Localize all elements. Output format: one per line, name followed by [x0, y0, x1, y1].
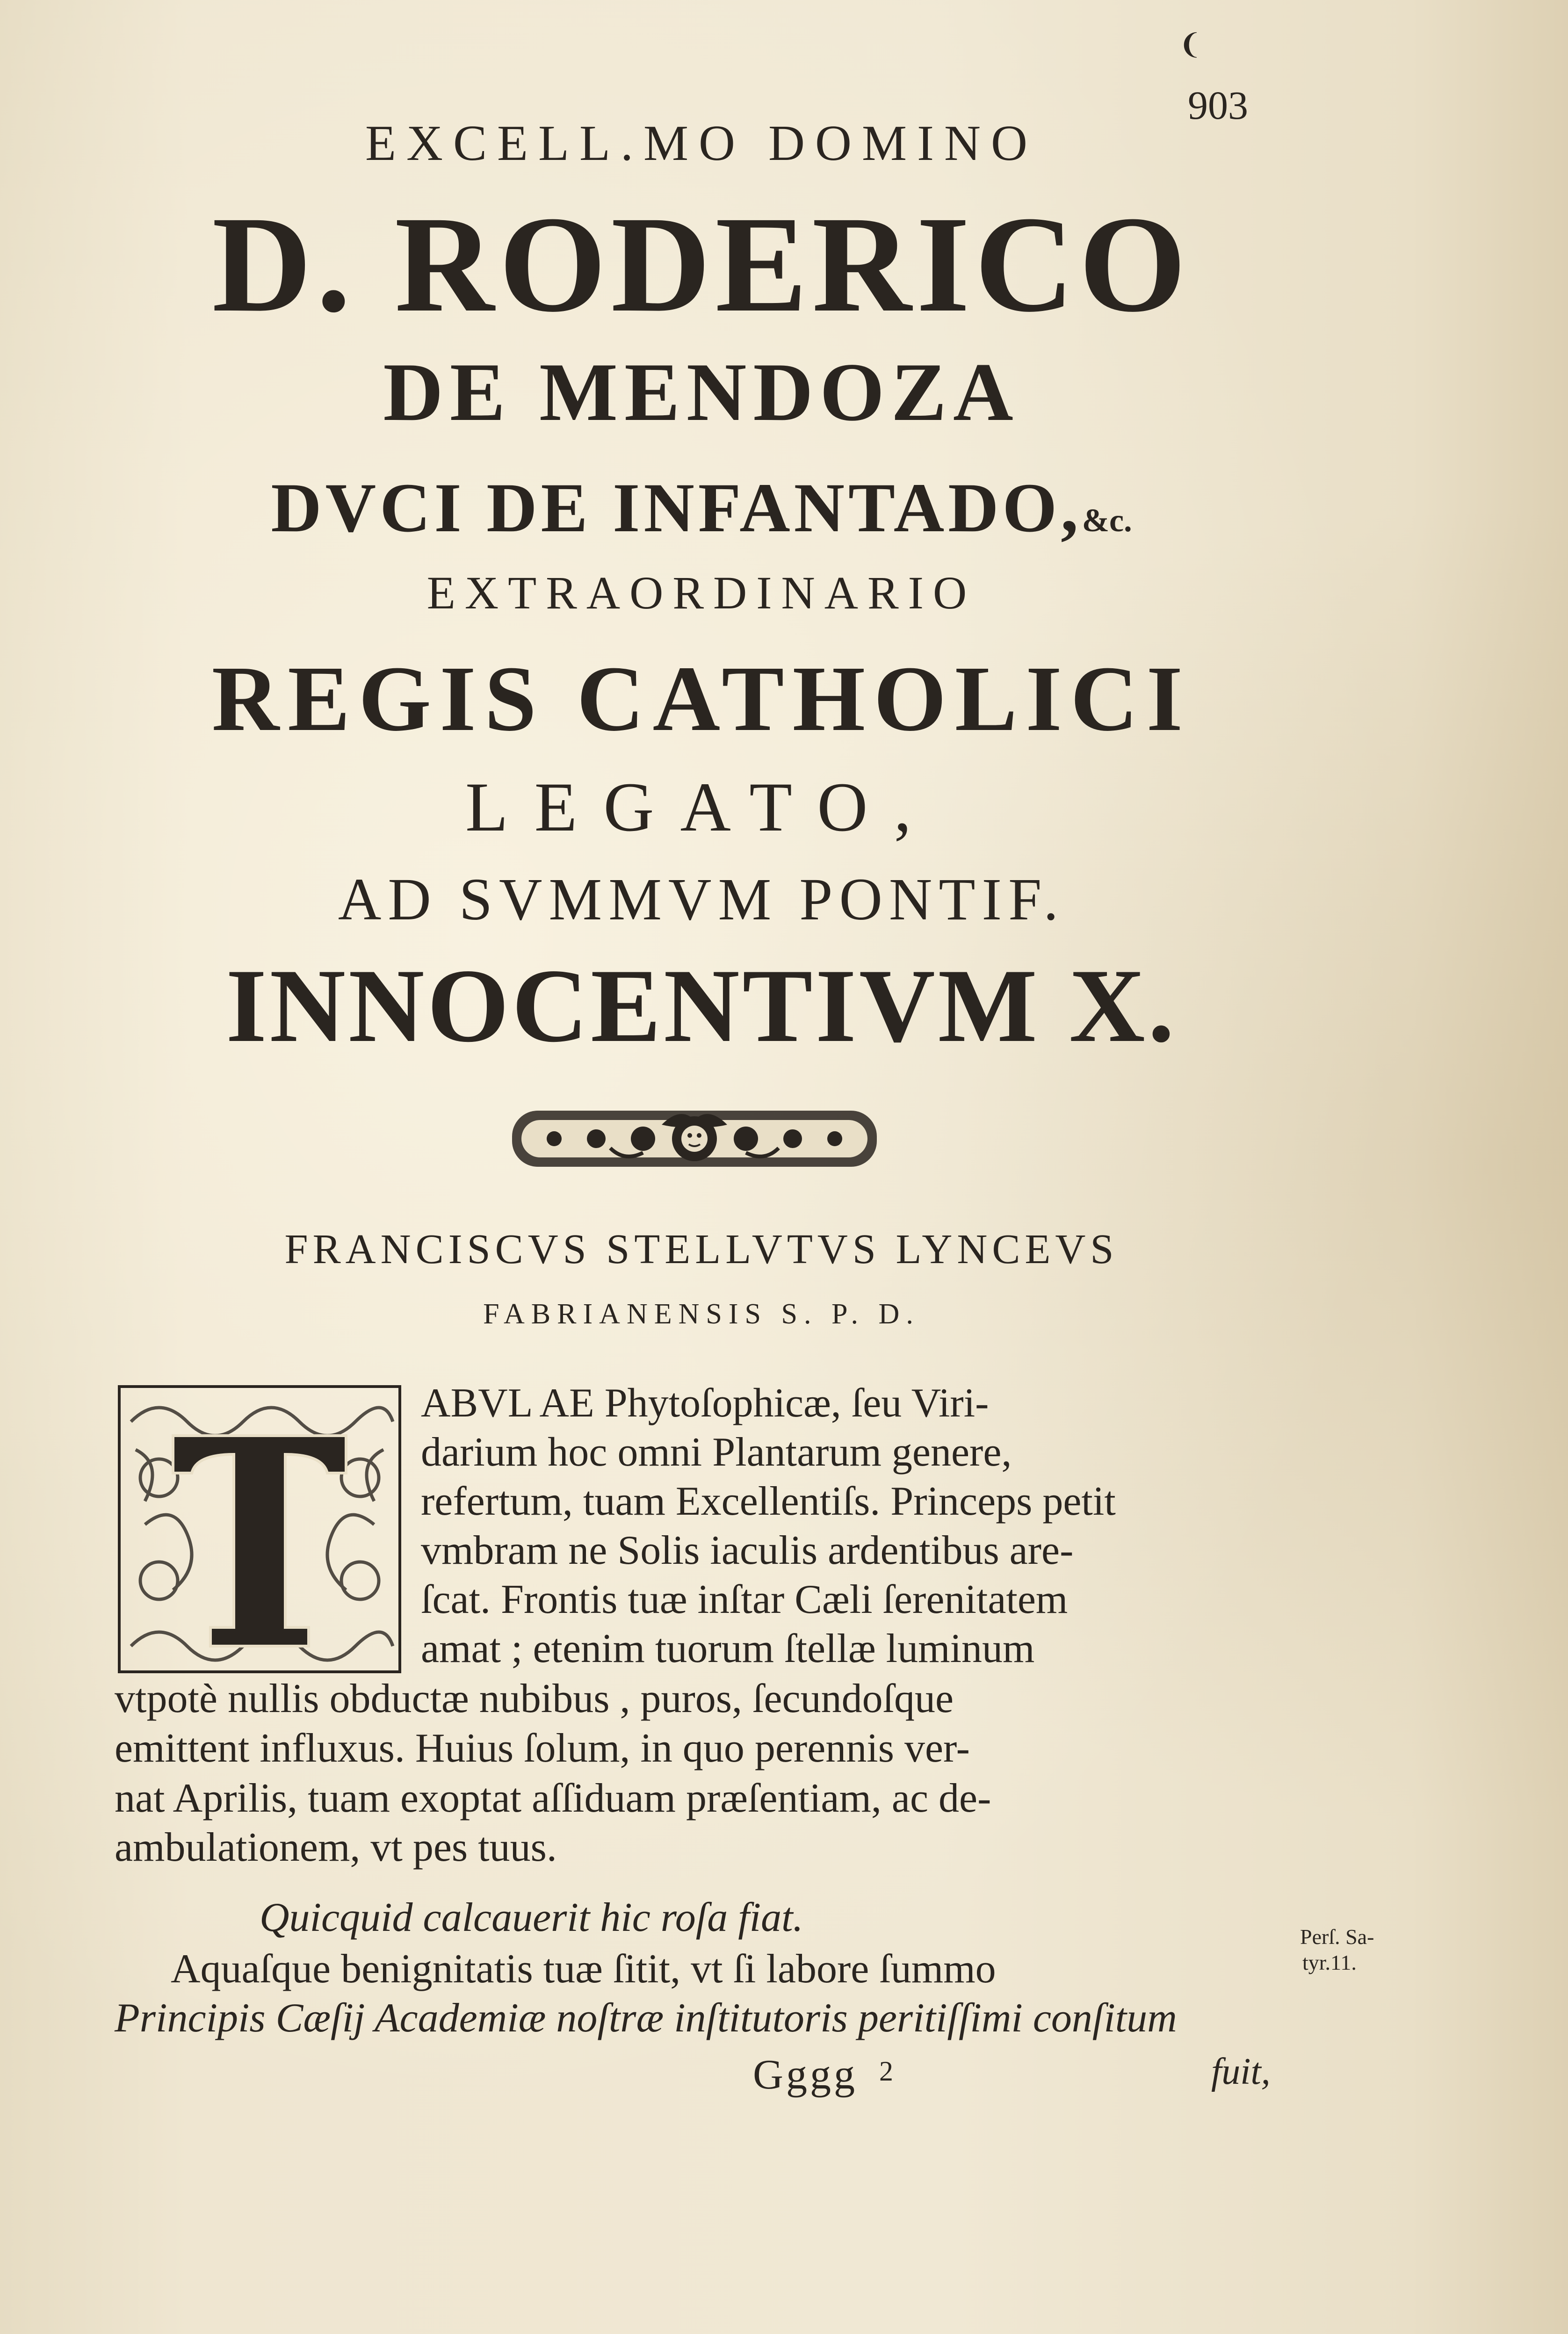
dedication-line-9: INNOCENTIVM X. [225, 947, 1178, 1064]
dedication-line-5: EXTRAORDINARIO [426, 567, 976, 619]
body-line-13: Principis Cæſij Academiæ noſtræ inſtitutoris peritiſſimi conſitum [115, 1995, 1177, 2041]
corner-mark: ❨ [1178, 29, 1202, 60]
body-line-7: vtpotè nullis obductæ nubibus , puros, ſecundoſque [115, 1676, 954, 1721]
decorated-initial-t-icon [117, 1384, 402, 1674]
headpiece-ornament-icon [503, 1092, 886, 1185]
dedication-line-4-suffix: &c. [1082, 503, 1132, 539]
body-line-5: ſcat. Frontis tuæ inſtar Cæli ſerenitatem [421, 1577, 1068, 1622]
dedication-line-4-text: DVCI DE INFANTADO, [271, 469, 1082, 547]
body-line-10: ambulationem, vt pes tuus. [115, 1825, 557, 1870]
author-place: FABRIANENSIS S. P. D. [483, 1298, 920, 1330]
dedication-line-8: AD SVMMVM PONTIF. [338, 866, 1065, 932]
dedication-line-7: LEGATO, [465, 768, 938, 846]
dedication-line-2: D. RODERICO [212, 188, 1191, 340]
signature-mark: Gggg [753, 2052, 858, 2098]
dedication-line-4 [0, 468, 1403, 548]
signature-number: 2 [879, 2056, 893, 2087]
body-quotation: Quicquid calcauerit hic roſa fiat. [260, 1895, 803, 1940]
dedication-line-1: EXCELL.MO DOMINO [365, 116, 1038, 171]
body-line-4: vmbram ne Solis iaculis ardentibus are- [421, 1528, 1074, 1573]
body-line-1: ABVL AE Phytoſophicæ, ſeu Viri- [421, 1380, 989, 1426]
body-line-12: Aquaſque benignitatis tuæ ſitit, vt ſi labore ſummo [171, 1946, 996, 1992]
author-name: FRANCISCVS STELLVTVS LYNCEVS [284, 1226, 1119, 1272]
body-line-2: darium hoc omni Plantarum genere, [421, 1430, 1012, 1475]
margin-note-line-2: tyr.11. [1302, 1951, 1357, 1974]
body-line-8: emittent influxus. Huius ſolum, in quo perennis ver- [115, 1726, 970, 1771]
body-line-3: refertum, tuam Excellentiſs. Princeps petit [421, 1479, 1116, 1524]
dedication-line-3: DE MENDOZA [383, 346, 1020, 438]
margin-note-line-1: Perſ. Sa- [1300, 1925, 1374, 1949]
catchword: fuit, [1211, 2051, 1271, 2092]
dedication-line-6: REGIS CATHOLICI [211, 647, 1192, 751]
body-line-6: amat ; etenim tuorum ſtellæ luminum [421, 1626, 1035, 1671]
body-line-9: nat Aprilis, tuam exoptat aſſiduam præſentiam, ac de- [115, 1776, 991, 1821]
page-number: 903 [1188, 83, 1248, 128]
